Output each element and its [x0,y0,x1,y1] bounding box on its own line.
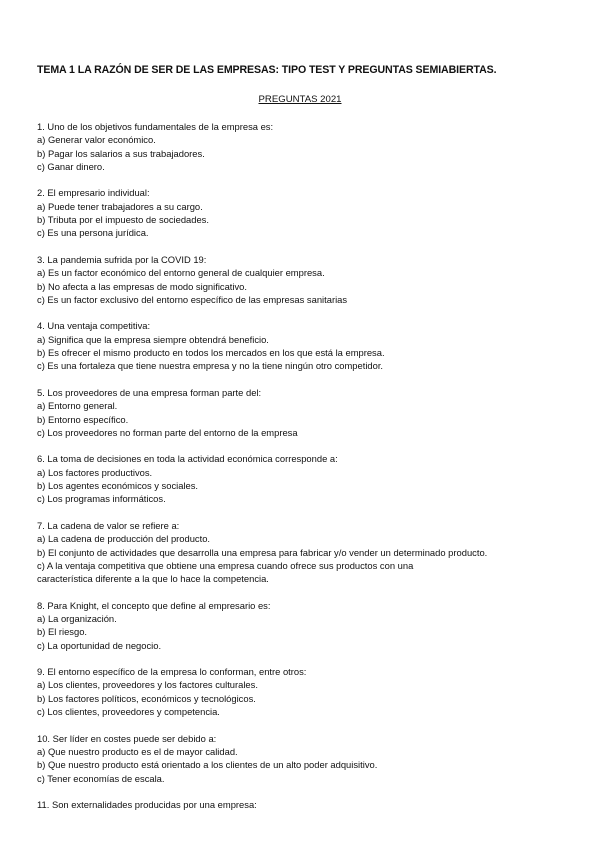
question-6 [37,452,582,505]
question-2-option-c: c) Es una persona jurídica. [37,227,149,239]
question-9-option-b: b) Los factores políticos, económicos y tecnológicos. [37,692,256,704]
question-4-option-a: a) Significa que la empresa siempre obtendrá beneficio. [37,333,269,345]
question-10-option-b: b) Que nuestro producto está orientado a los clientes de un alto poder adquisitivo. [37,759,378,771]
question-9-text: 9. El entorno específico de la empresa lo conforman, entre otros: [37,666,307,678]
document-subtitle: PREGUNTAS 2021 [258,94,342,105]
question-1-option-a: a) Generar valor económico. [37,134,156,146]
question-10-option-a: a) Que nuestro producto es el de mayor calidad. [37,745,238,757]
question-2-text: 2. El empresario individual: [37,187,150,199]
question-5-option-a: a) Entorno general. [37,400,118,412]
question-2 [37,186,582,239]
question-8 [37,599,582,652]
question-8-option-c: c) La oportunidad de negocio. [37,639,162,651]
question-5-option-b: b) Entorno específico. [37,413,129,425]
question-3-option-c: c) Es un factor exclusivo del entorno específico de las empresas sanitarias [37,293,348,305]
question-5-option-c: c) Los proveedores no forman parte del entorno de la empresa [37,426,298,438]
question-2-option-a: a) Puede tener trabajadores a su cargo. [37,200,203,212]
question-4-option-c: c) Es una fortaleza que tiene nuestra empresa y no la tiene ningún otro competidor. [37,360,384,372]
question-3 [37,253,582,306]
question-10 [37,732,582,785]
question-2-option-b: b) Tributa por el impuesto de sociedades. [37,214,209,226]
question-9-option-c: c) Los clientes, proveedores y competencia. [37,706,220,718]
question-1-option-c: c) Ganar dinero. [37,160,105,172]
question-5 [37,386,582,439]
question-3-option-a: a) Es un factor económico del entorno general de cualquier empresa. [37,267,325,279]
question-10-text: 10. Ser líder en costes puede ser debido a: [37,732,217,744]
question-6-option-b: b) Los agentes económicos y sociales. [37,480,199,492]
document-subtitle-container [0,94,600,105]
question-3-option-b: b) No afecta a las empresas de modo significativo. [37,280,247,292]
questions-list [37,120,582,825]
question-7-option-b: b) El conjunto de actividades que desarrolla una empresa para fabricar y/o vender un determinado producto. [37,546,488,558]
question-7 [37,519,582,585]
question-4-option-b: b) Es ofrecer el mismo producto en todos los mercados en los que está la empresa. [37,347,385,359]
question-8-text: 8. Para Knight, el concepto que define al empresario es: [37,599,271,611]
question-9-option-a: a) Los clientes, proveedores y los factores culturales. [37,679,258,691]
question-9 [37,665,582,718]
question-5-text: 5. Los proveedores de una empresa forman parte del: [37,386,262,398]
question-7-option-c: c) A la ventaja competitiva que obtiene una empresa cuando ofrece sus productos con una [37,559,414,571]
question-1-option-b: b) Pagar los salarios a sus trabajadores. [37,147,205,159]
question-4-text: 4. Una ventaja competitiva: [37,320,151,332]
question-8-option-b: b) El riesgo. [37,626,88,638]
question-6-option-a: a) Los factores productivos. [37,466,153,478]
question-1-text: 1. Uno de los objetivos fundamentales de la empresa es: [37,121,274,132]
document-title: TEMA 1 LA RAZÓN DE SER DE LAS EMPRESAS: TIPO TEST Y PREGUNTAS SEMIABIERTAS. [37,64,497,76]
question-6-text: 6. La toma de decisiones en toda la actividad económica corresponde a: [37,453,338,465]
question-4 [37,319,582,372]
question-6-option-c: c) Los programas informáticos. [37,493,166,505]
question-10-option-c: c) Tener economías de escala. [37,772,165,784]
question-7-option-c-continued: característica diferente a la que lo hace la competencia. [37,573,269,585]
question-8-option-a: a) La organización. [37,612,117,624]
question-11 [37,798,582,811]
question-1 [37,120,582,173]
question-3-text: 3. La pandemia sufrida por la COVID 19: [37,253,207,265]
question-7-text: 7. La cadena de valor se refiere a: [37,519,180,531]
question-7-option-a: a) La cadena de producción del producto. [37,533,211,545]
question-11-text: 11. Son externalidades producidas por una empresa: [37,799,257,811]
